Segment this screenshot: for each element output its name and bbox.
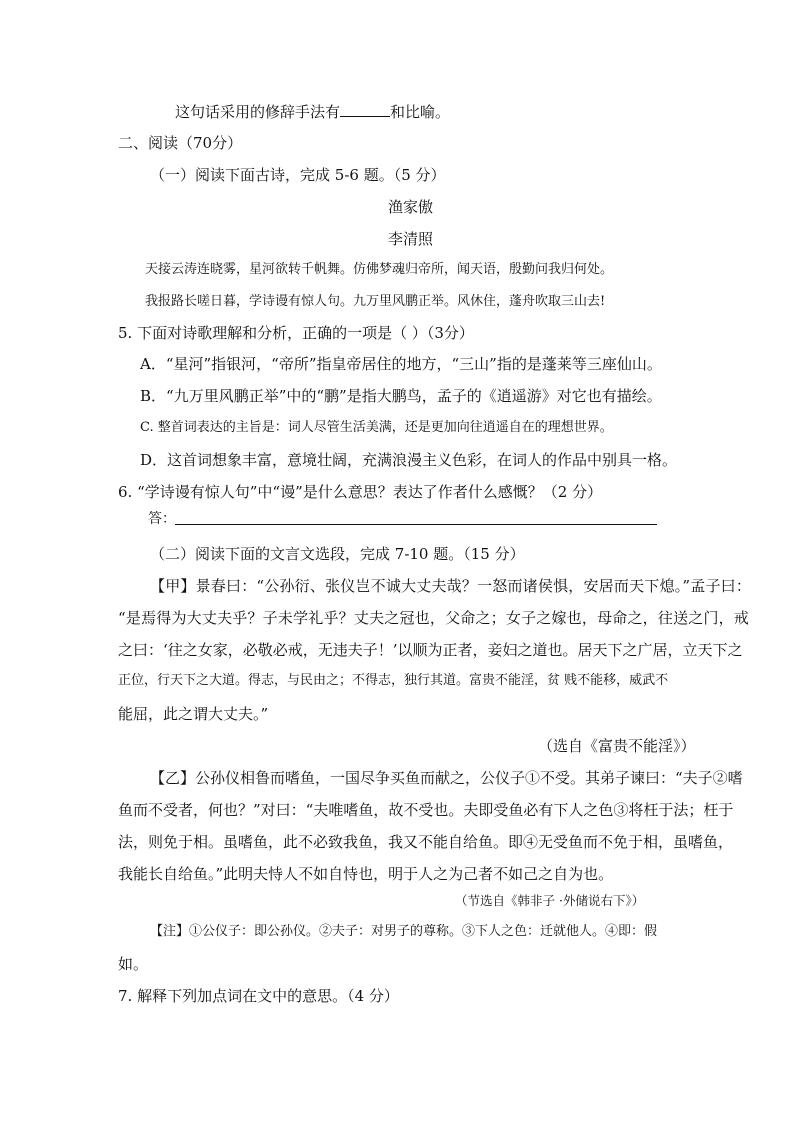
part2-instruction: （二）阅读下面的文言文选段，完成 7-10 题。（15 分） <box>150 545 525 563</box>
rhetoric-question-line <box>175 102 450 121</box>
jia-line-5: 能屈，此之谓大丈夫。” <box>118 705 269 723</box>
yi-source: （节选自《韩非子 ·外储说右下》） <box>455 893 645 908</box>
yi-line-1: 【乙】公孙仪相鲁而嗜鱼，一国尽争买鱼而献之，公仪子①不受。其弟子谏曰：“夫子②嗜 <box>150 769 743 787</box>
fill-blank[interactable] <box>340 102 390 117</box>
poem-author: 李清照 <box>388 230 434 248</box>
q6-answer-line[interactable] <box>175 524 657 525</box>
notes-line-1: 【注】①公仪子：即公孙仪。②夫子：对男子的尊称。③下人之色：迁就他人。④即：假 <box>150 924 658 939</box>
part1-instruction: （一）阅读下面古诗，完成 5-6 题。（5 分） <box>150 166 446 184</box>
q5-stem: 5. 下面对诗歌理解和分析，正确的一项是（ ）（3分） <box>118 324 474 342</box>
notes-line-2: 如。 <box>118 955 149 973</box>
q6-stem: 6. “学诗谩有惊人句”中“谩”是什么意思？表达了作者什么感慨？（2 分） <box>118 483 603 501</box>
poem-line-2: 我报路长嗟日暮，学诗谩有惊人句。九万里风鹏正举。风休住，蓬舟吹取三山去! <box>145 294 606 309</box>
q5-option-c: C. 整首词表达的主旨是：词人尽管生活美满，还是更加向往逍遥自在的理想世界。 <box>140 420 613 435</box>
jia-line-1: 【甲】景春曰：“公孙衍、张仪岂不诚大丈夫哉？一怒而诸侯惧，安居而天下熄。”孟子曰： <box>150 577 752 595</box>
yi-line-3: 法，则免于相。虽嗜鱼，此不必致我鱼，我又不能自给鱼。即④无受鱼而不免于相，虽嗜鱼， <box>118 833 734 851</box>
rhetoric-question-tail: 和比喻。 <box>390 103 451 121</box>
q5-option-b: B．“九万里风鹏正举”中的“鹏”是指大鹏鸟，孟子的《逍遥游》对它也有描绘。 <box>140 387 662 405</box>
rhetoric-question-text: 这句话采用的修辞手法有 <box>175 103 341 121</box>
section2-heading: 二、阅读（70分） <box>118 134 243 152</box>
jia-line-4: 正位，行天下之大道。得志，与民由之；不得志，独行其道。富贵不能淫，贫 贱不能移，威武不 <box>118 673 669 688</box>
jia-line-3: 之曰：‘往之女家，必敬必戒，无违夫子！’以顺为正者，妾妇之道也。居天下之广居，立天下之 <box>118 641 743 659</box>
q5-option-d: D．这首词想象丰富，意境壮阔，充满浪漫主义色彩，在词人的作品中别具一格。 <box>140 451 678 469</box>
q7-stem: 7. 解释下列加点词在文中的意思。（4 分） <box>118 987 399 1005</box>
yi-line-2: 鱼而不受者，何也？”对曰：“夫唯嗜鱼，故不受也。夫即受鱼必有下人之色③将枉于法；枉于 <box>118 801 734 819</box>
jia-source: （选自《富贵不能淫》） <box>538 737 696 755</box>
poem-title: 渔家傲 <box>388 198 434 216</box>
q5-option-a: A．“星河”指银河，“帝所”指皇帝居住的地方，“三山”指的是蓬莱等三座仙山。 <box>140 355 662 373</box>
q6-answer-label: 答： <box>148 511 176 527</box>
yi-line-4: 我能长自给鱼。”此明夫恃人不如自恃也，明于人之为己者不如己之自为也。 <box>118 865 614 883</box>
poem-line-1: 天接云涛连晓雾，星河欲转千帆舞。仿佛梦魂归帝所，闻天语，殷勤问我归何处。 <box>145 262 614 277</box>
jia-line-2: “是焉得为大丈夫乎？子未学礼乎？丈夫之冠也，父命之；女子之嫁也，母命之，往送之门，戒 <box>118 609 750 627</box>
